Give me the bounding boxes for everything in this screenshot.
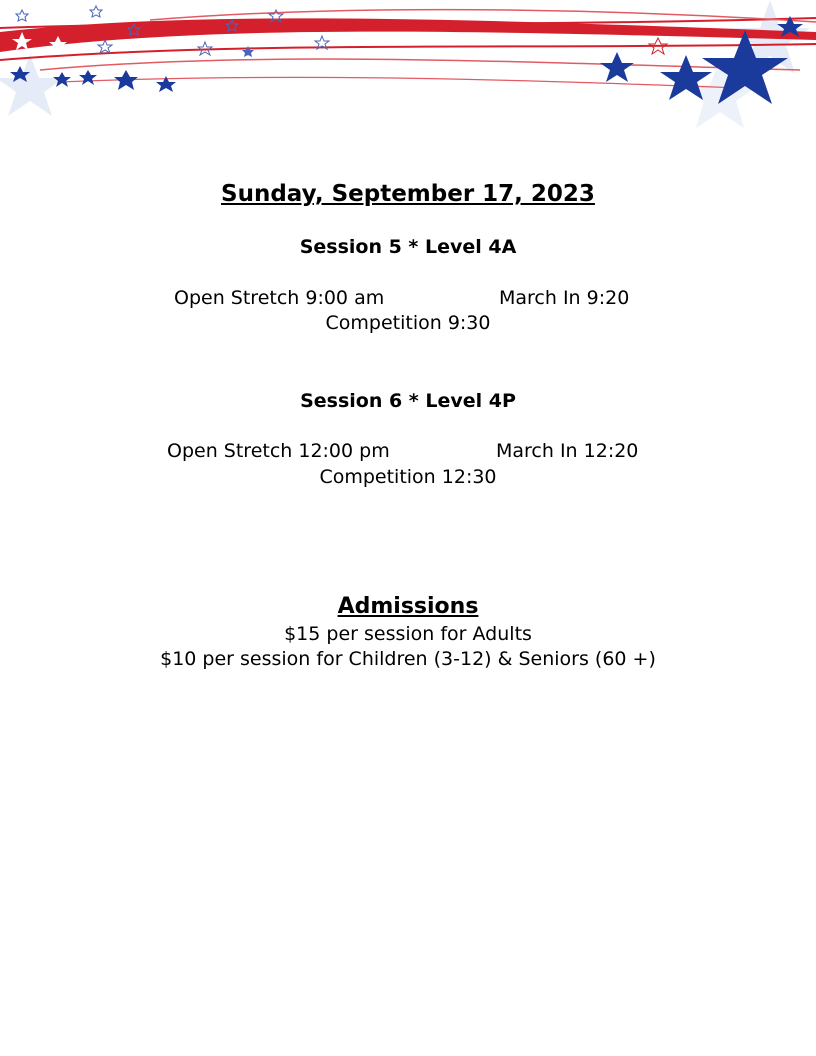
session-title: Session 5 * Level 4A	[299, 236, 517, 258]
competition-time: Competition 9:30	[325, 312, 491, 334]
event-date: Sunday, September 17, 2023	[221, 181, 595, 207]
admission-price-children-seniors: $10 per session for Children (3-12) & Seniors (60 +)	[160, 648, 656, 670]
competition-time: Competition 12:30	[319, 466, 497, 488]
star-icon	[0, 55, 64, 116]
open-stretch-time: Open Stretch 12:00 pm	[167, 440, 390, 462]
star-icon	[98, 40, 112, 53]
open-stretch-time: Open Stretch 9:00 am	[174, 287, 385, 309]
star-icon	[79, 70, 97, 85]
march-in-time: March In 9:20	[499, 287, 630, 309]
admission-price-adults: $15 per session for Adults	[284, 623, 532, 645]
march-in-time: March In 12:20	[496, 440, 639, 462]
star-icon	[600, 52, 634, 82]
admissions-title: Admissions	[337, 594, 479, 619]
star-icon	[198, 42, 212, 55]
star-icon	[90, 6, 102, 17]
session-title: Session 6 * Level 4P	[300, 390, 516, 412]
patriotic-banner	[0, 0, 816, 135]
star-icon	[16, 10, 28, 21]
